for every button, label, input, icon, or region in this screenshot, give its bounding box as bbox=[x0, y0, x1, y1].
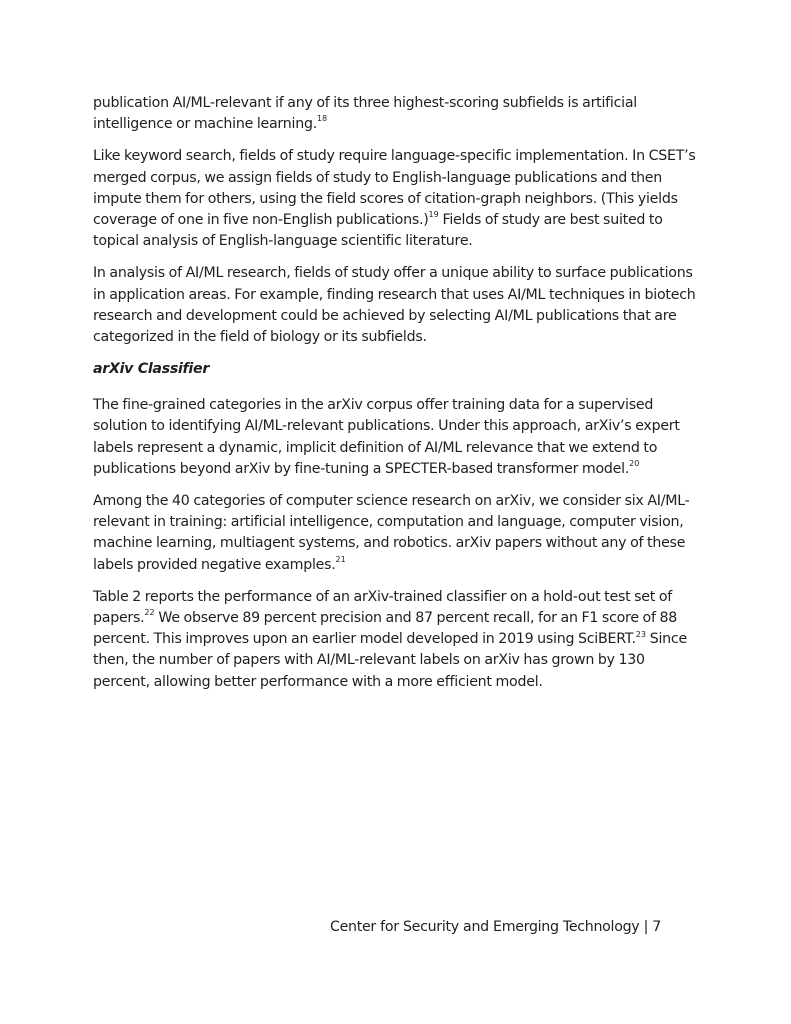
footnote-ref-19[interactable]: 19 bbox=[428, 210, 439, 220]
paragraph-5: Among the 40 categories of computer science research on arXiv, we consider six AI/ML-relevant in training: artificial intelligence, computation and language, computer vision, machine learning, multiagent systems, and robotics. arXiv papers without any of these labels provided negative examples.$^{21}$ bbox=[93, 493, 690, 573]
paragraph-1: publication AI/ML-relevant if any of its three highest-scoring subfields is artificial intelligence or machine learning.$^{18}$ bbox=[93, 95, 637, 133]
footnote-ref-21[interactable]: 21 bbox=[335, 554, 346, 564]
footnote-ref-23[interactable]: 23 bbox=[635, 629, 646, 639]
paragraph-6: Table 2 reports the performance of an arXiv-trained classifier on a hold-out test set of papers.$^{22}$ We observe 89 percent precision and 87 percent recall, for an F1 score of 88 percent. This improves upon an earlier model developed in 2019 using SciBERT.$^{23}$ Since then, the number of papers with AI/ML-relevant labels on arXiv has grown by 130 percent, allowing better performance with a more efficient model. bbox=[93, 588, 687, 690]
section-heading-arxiv-classifier: arXiv Classifier bbox=[93, 361, 210, 378]
paragraph-3: In analysis of AI/ML research, fields of study offer a unique ability to surface publications in application areas. For example, finding research that uses AI/ML techniques in biotech research and development could be achieved by selecting AI/ML publications that are categorized in the field of biology or its subfields. bbox=[93, 265, 696, 346]
body-text bbox=[93, 93, 699, 704]
footnote-ref-22[interactable]: 22 bbox=[144, 608, 155, 618]
footnote-ref-20[interactable]: 20 bbox=[629, 459, 640, 469]
paragraph-4: The fine-grained categories in the arXiv corpus offer training data for a supervised solution to identifying AI/ML-relevant publications. Under this approach, arXiv’s expert labels represent a dynamic, implicit definition of AI/ML relevance that we extend to publications beyond arXiv by fine-tuning a SPECTER-based transformer model.$^{20}$ bbox=[93, 397, 680, 477]
footer-separator: | bbox=[639, 919, 653, 935]
page-footer bbox=[330, 917, 670, 937]
paragraph-2: Like keyword search, fields of study require language-specific implementation. In CSET’s merged corpus, we assign fields of study to English-language publications and then impute them for others, using the field scores of citation-graph neighbors. (This yields coverage of one in five non-English publications.)$^{19}$ Fields of study are best suited to topical analysis of English-language scientific literature. bbox=[93, 148, 696, 250]
footnote-ref-18[interactable]: 18 bbox=[316, 114, 328, 124]
page-number: 7 bbox=[652, 919, 662, 935]
footer-org: Center for Security and Emerging Technology bbox=[330, 919, 640, 935]
